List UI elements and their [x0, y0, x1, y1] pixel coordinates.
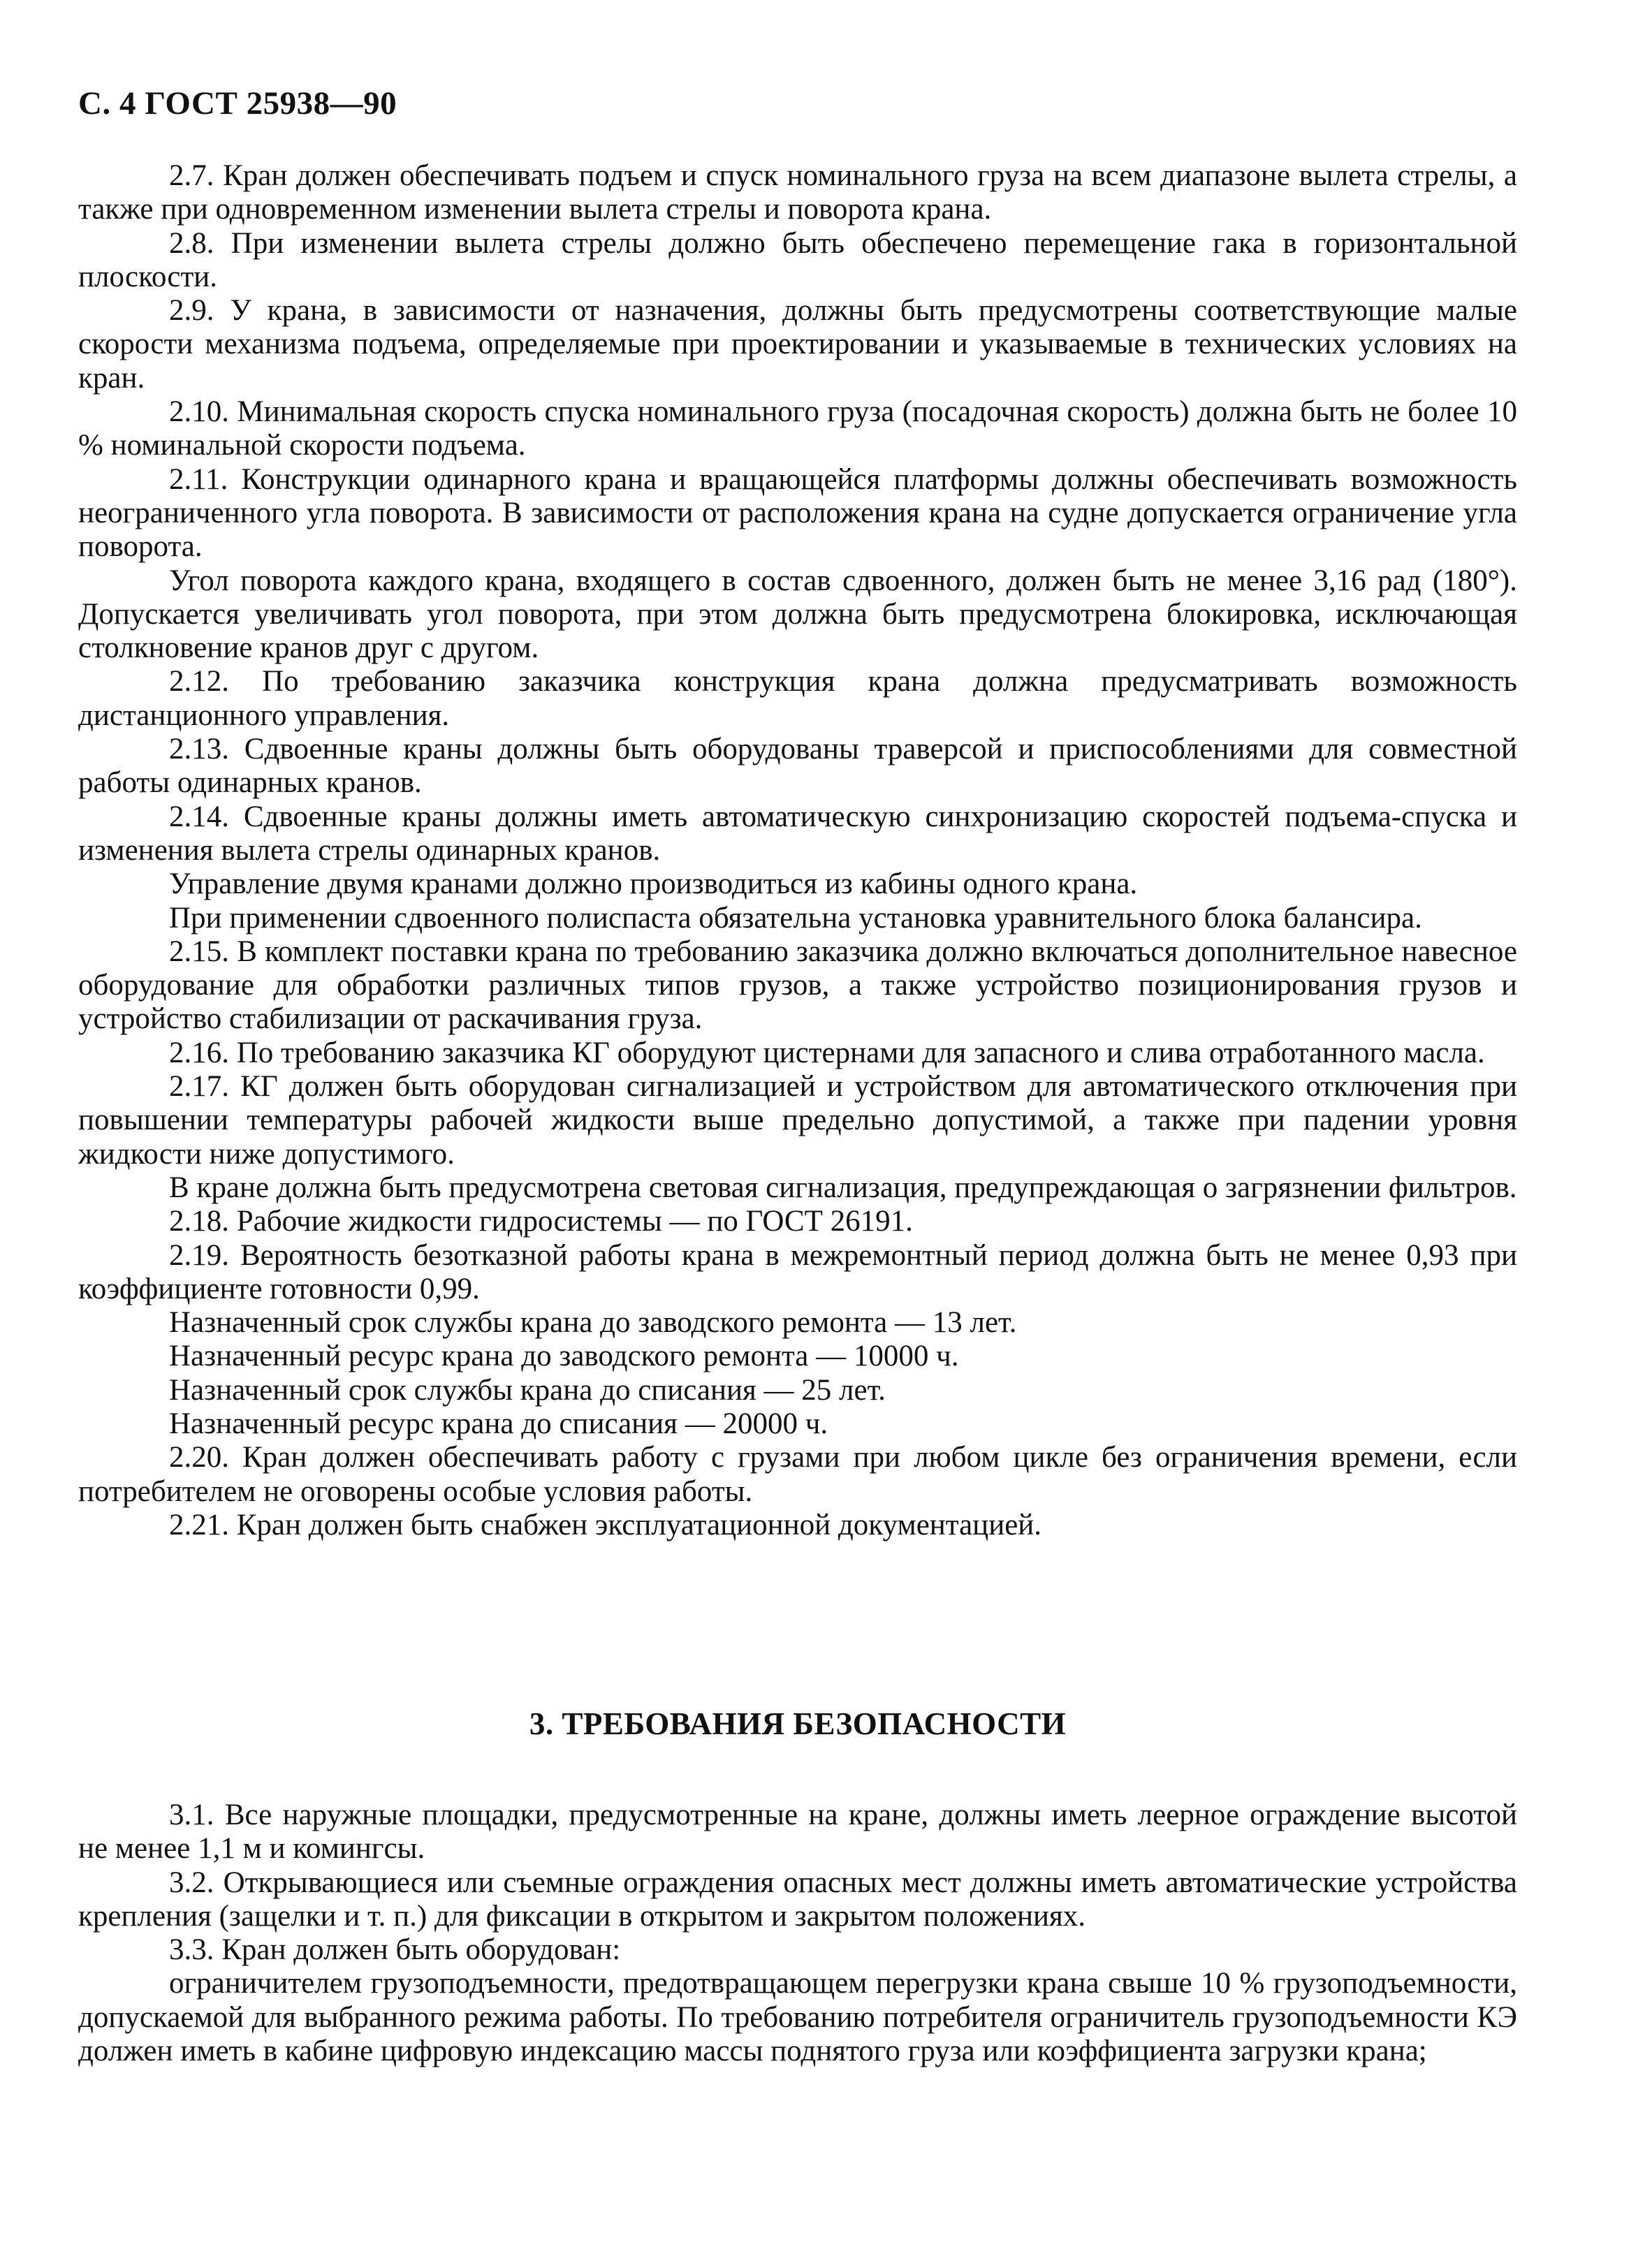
paragraph-2-17-filters: В кране должна быть предусмотрена световая сигнализация, предупреждающая о загрязнении фильтров. — [169, 1171, 1517, 1204]
paragraph-2-10: 2.10. Минимальная скорость спуска номинального груза (посадочная скорость) должна быть не более 10 % номинальной скорости подъема. — [78, 395, 1517, 462]
section-3-heading: 3. ТРЕБОВАНИЯ БЕЗОПАСНОСТИ — [529, 1706, 1067, 1741]
paragraph-2-17: 2.17. КГ должен быть оборудован сигнализацией и устройством для автоматического отключения при повышении температуры рабочей жидкости выше предельно допустимой, а также при падении уровня жидкости ниже допустимого. — [78, 1070, 1517, 1171]
paragraph-2-13: 2.13. Сдвоенные краны должны быть оборудованы траверсой и приспособлениями для совместной работы одинарных кранов. — [78, 733, 1517, 800]
paragraph-resource-writeoff: Назначенный ресурс крана до списания — 20000 ч. — [169, 1407, 828, 1440]
paragraph-2-12: 2.12. По требованию заказчика конструкция крана должна предусматривать возможность дистанционного управления. — [78, 665, 1517, 732]
paragraph-3-3: 3.3. Кран должен быть оборудован: — [169, 1933, 621, 1967]
paragraph-service-life-repair: Назначенный срок службы крана до заводского ремонта — 13 лет. — [169, 1306, 1017, 1340]
paragraph-3-1: 3.1. Все наружные площадки, предусмотренные на кране, должны иметь леерное ограждение высотой не менее 1,1 м и комингсы. — [78, 1799, 1517, 1866]
paragraph-2-21: 2.21. Кран должен быть снабжен эксплуатационной документацией. — [169, 1508, 1042, 1541]
paragraph-2-18: 2.18. Рабочие жидкости гидросистемы — по ГОСТ 26191. — [169, 1205, 913, 1238]
paragraph-2-14-control: Управление двумя кранами должно производиться из кабины одного крана. — [169, 867, 1138, 901]
paragraph-2-15: 2.15. В комплект поставки крана по требованию заказчика должно включаться дополнительное навесное оборудование для обработки различных типов грузов, а также устройство позиционирования грузов и устройство стабилизации от раскачивания груза. — [78, 935, 1517, 1036]
paragraph-2-11: 2.11. Конструкции одинарного крана и вращающейся платформы должны обеспечивать возможность неограниченного угла поворота. В зависимости от расположения крана на судне допускается ограничение угла поворота. — [78, 462, 1517, 564]
paragraph-2-8: 2.8. При изменении вылета стрелы должно быть обеспечено перемещение гака в горизонтальной плоскости. — [78, 226, 1517, 293]
paragraph-2-16: 2.16. По требованию заказчика КГ оборудуют цистернами для запасного и слива отработанного масла. — [169, 1036, 1485, 1069]
paragraph-3-2: 3.2. Открывающиеся или съемные ограждения опасных мест должны иметь автоматические устройства крепления (защелки и т. п.) для фиксации в открытом и закрытом положениях. — [78, 1866, 1517, 1933]
paragraph-3-3-load-limiter: ограничителем грузоподъемности, предотвращающем перегрузки крана свыше 10 % грузоподъемности, допускаемой для выбранного режима работы. По требованию потребителя ограничитель грузоподъемности КЭ должен иметь в кабине цифровую индексацию массы поднятого груза или коэффициента загрузки крана; — [78, 1967, 1517, 2068]
running-head: С. 4 ГОСТ 25938—90 — [78, 85, 397, 122]
section-2-body — [78, 159, 1517, 1542]
paragraph-2-11-rotation-angle: Угол поворота каждого крана, входящего в состав сдвоенного, должен быть не менее 3,16 рад (180°). Допускается увеличивать угол поворота, при этом должна быть предусмотрена блокировка, исключающая столкновение кранов друг с другом. — [78, 564, 1517, 665]
paragraph-resource-repair: Назначенный ресурс крана до заводского ремонта — 10000 ч. — [169, 1340, 959, 1373]
paragraph-2-19: 2.19. Вероятность безотказной работы крана в межремонтный период должна быть не менее 0,93 при коэффициенте готовности 0,99. — [78, 1238, 1517, 1305]
paragraph-service-life-writeoff: Назначенный срок службы крана до списания — 25 лет. — [169, 1373, 886, 1407]
paragraph-2-20: 2.20. Кран должен обеспечивать работу с грузами при любом цикле без ограничения времени, если потребителем не оговорены особые условия работы. — [78, 1441, 1517, 1508]
paragraph-2-9: 2.9. У крана, в зависимости от назначения, должны быть предусмотрены соответствующие малые скорости механизма подъема, определяемые при проектировании и указываемые в технических условиях на кран. — [78, 294, 1517, 395]
paragraph-2-7: 2.7. Кран должен обеспечивать подъем и спуск номинального груза на всем диапазоне вылета стрелы, а также при одновременном изменении вылета стрелы и поворота крана. — [78, 159, 1517, 226]
section-3-body — [78, 1799, 1517, 2068]
paragraph-2-14-polyspast: При применении сдвоенного полиспаста обязательна установка уравнительного блока балансира. — [169, 901, 1422, 935]
paragraph-2-14: 2.14. Сдвоенные краны должны иметь автоматическую синхронизацию скоростей подъема-спуска и изменения вылета стрелы одинарных кранов. — [78, 800, 1517, 867]
